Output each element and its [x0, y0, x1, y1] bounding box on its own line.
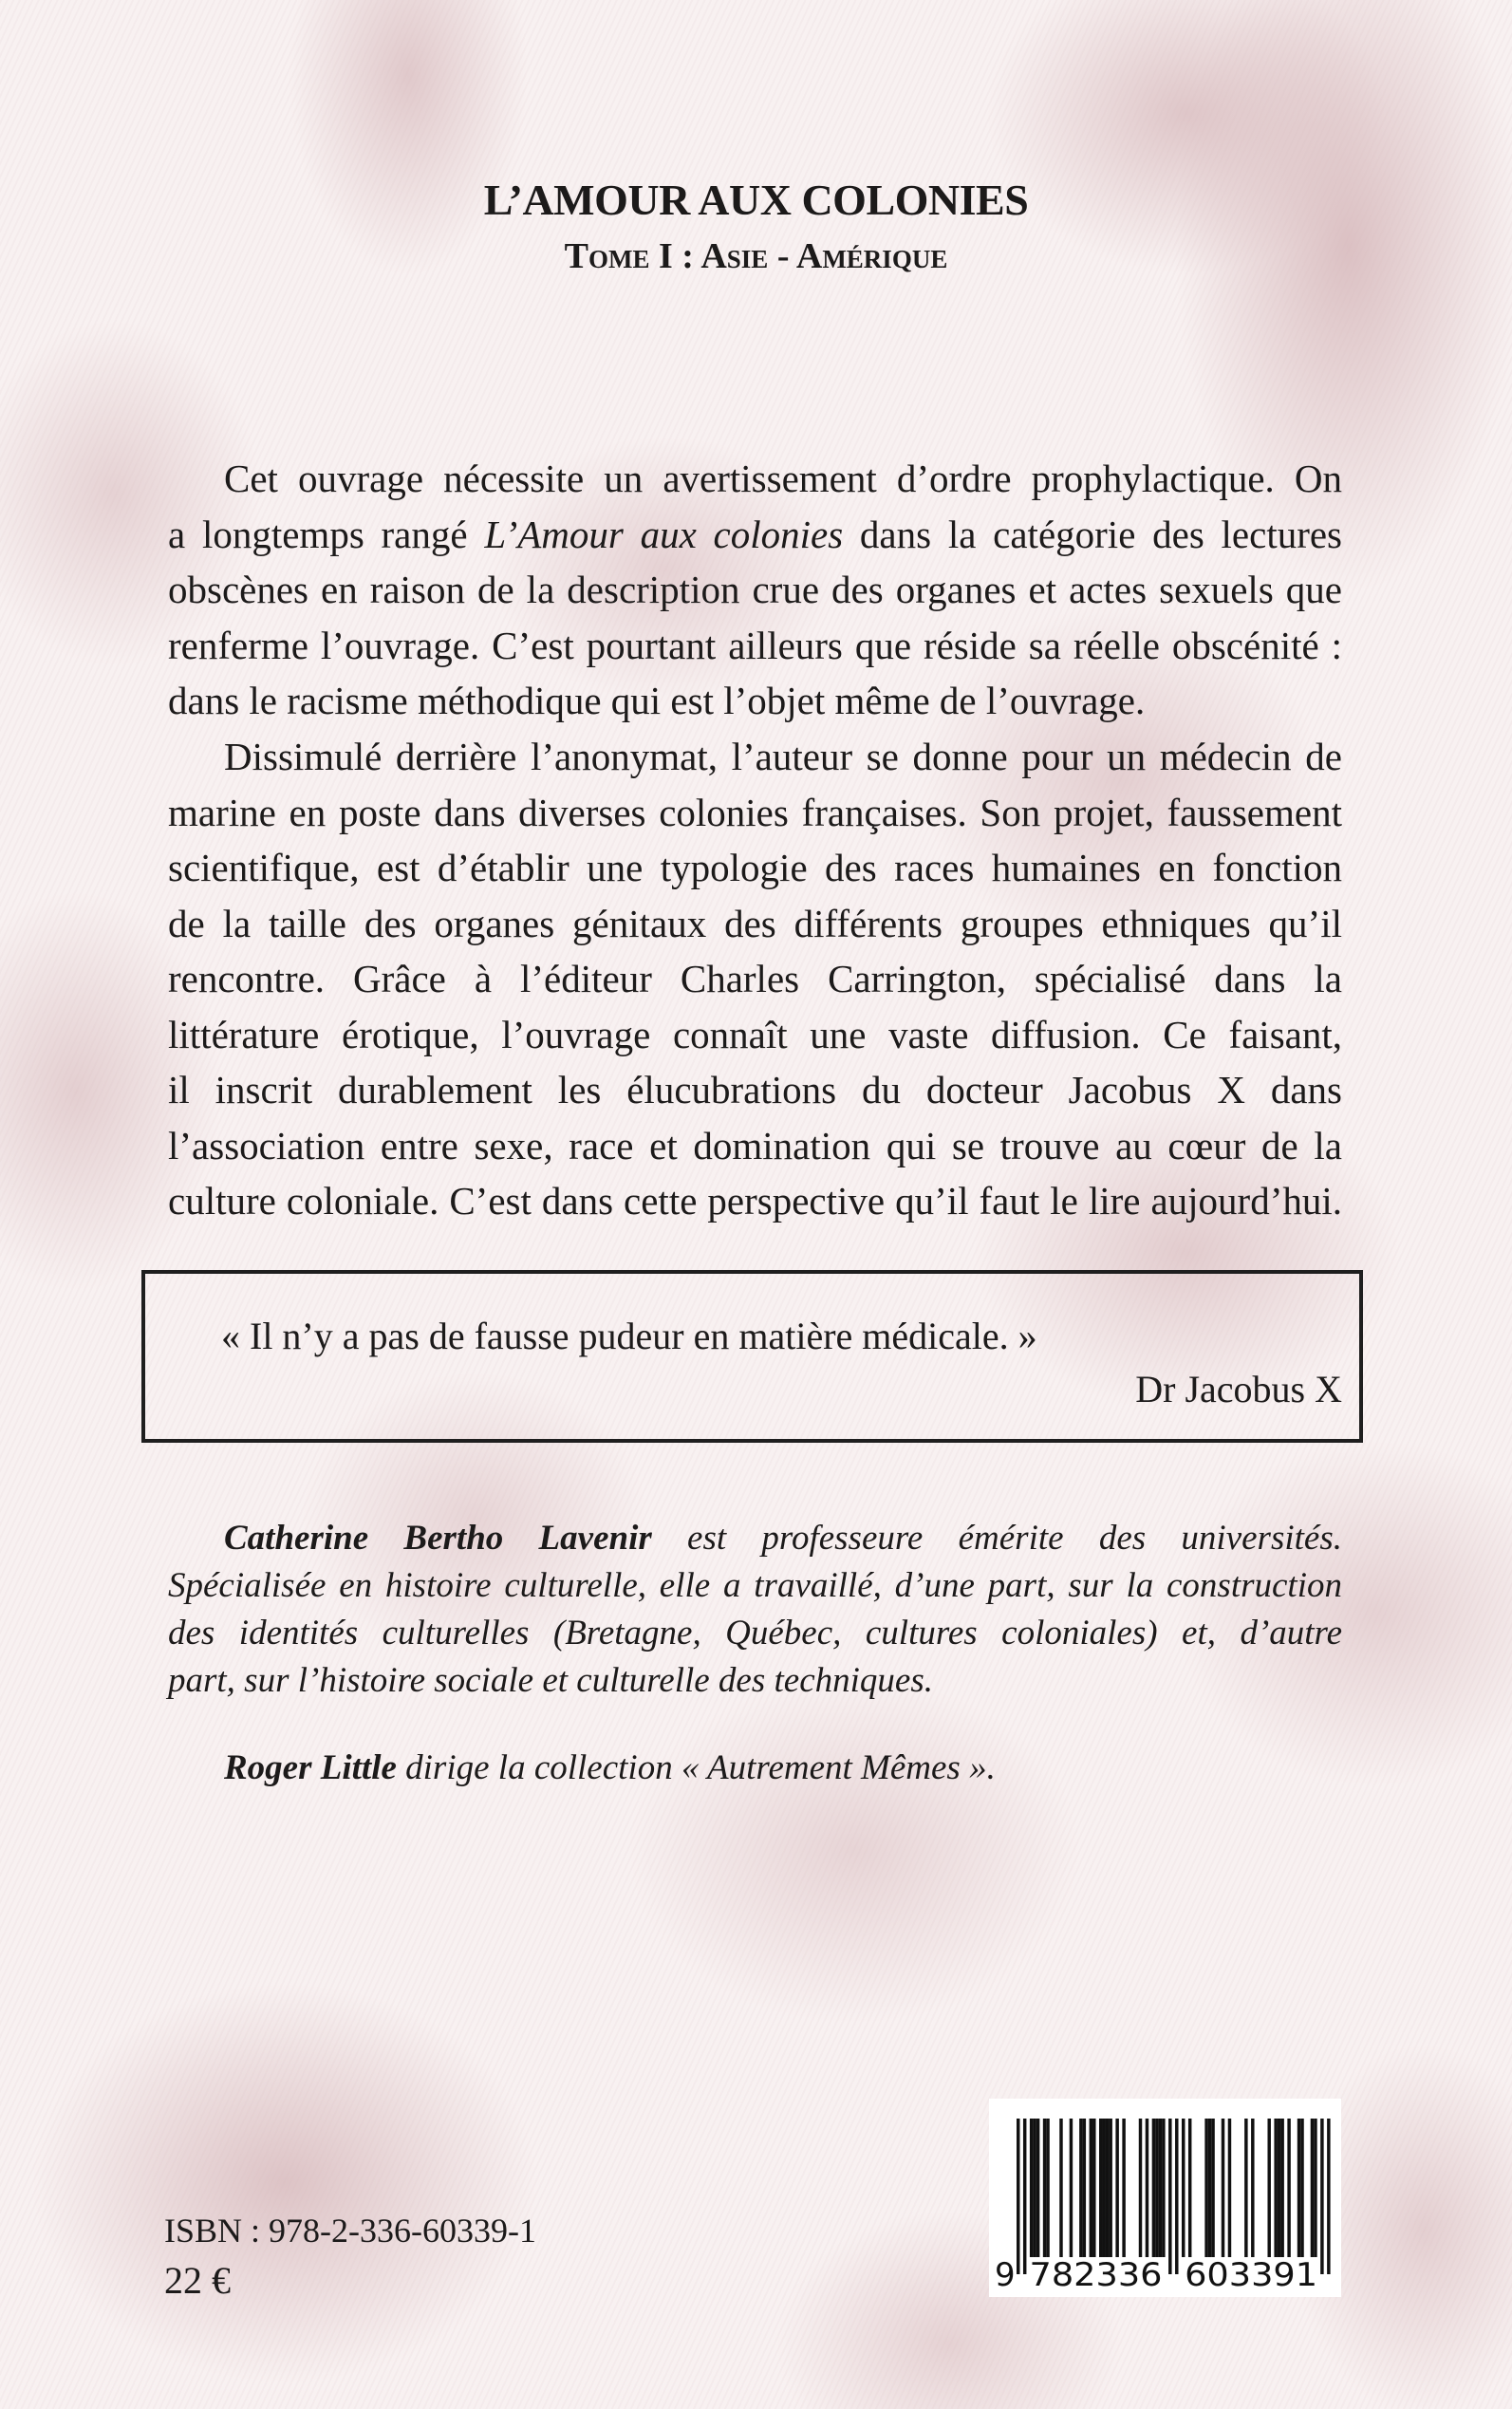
text-fragment: est professeure émérite des universités. — [651, 1519, 1342, 1558]
barcode-icon — [989, 2099, 1341, 2297]
summary-paragraph-1 — [168, 451, 1342, 729]
text-line: obscènes en raison de la description crue des organes et actes sexuels que — [168, 568, 1342, 611]
text-line — [168, 507, 1342, 563]
summary-paragraph-2 — [168, 729, 1342, 1229]
text-line — [168, 1515, 1342, 1562]
text-line: Dissimulé derrière l’anonymat, l’auteur se donne pour un médecin de — [224, 735, 1342, 778]
text-line: Spécialisée en histoire culturelle, elle a travaillé, d’une part, sur la construction — [168, 1566, 1342, 1605]
text-line: des identités culturelles (Bretagne, Québec, cultures coloniales) et, d’autre — [168, 1614, 1342, 1653]
director-name: Roger Little — [224, 1748, 397, 1787]
text-line: scientifique, est d’établir une typologie des races humaines en fonction — [168, 846, 1342, 889]
text-fragment: dans la catégorie des lectures — [843, 512, 1343, 556]
book-title-italic: L’Amour aux colonies — [484, 512, 844, 556]
text-line: littérature érotique, l’ouvrage connaît une vaste diffusion. Ce faisant, — [168, 1012, 1342, 1056]
text-line: renferme l’ouvrage. C’est pourtant ailleurs que réside sa réelle obscénité : — [168, 623, 1342, 667]
svg-text:9: 9 — [995, 2256, 1016, 2294]
text-line: rencontre. Grâce à l’éditeur Charles Carrington, spécialisé dans la — [168, 957, 1342, 1000]
quote-author: Dr Jacobus X — [1135, 1368, 1342, 1410]
text-line: dans le racisme méthodique qui est l’objet même de l’ouvrage. — [168, 679, 1146, 722]
text-line: l’association entre sexe, race et domination qui se trouve au cœur de la — [168, 1123, 1342, 1167]
price-text: 22 € — [164, 2259, 231, 2302]
svg-text:603391: 603391 — [1185, 2256, 1318, 2294]
text-line: il inscrit durablement les élucubrations du docteur Jacobus X dans — [168, 1068, 1342, 1111]
collection-note — [224, 1745, 996, 1792]
author-name: Catherine Bertho Lavenir — [224, 1519, 652, 1558]
text-line: part, sur l’histoire sociale et culturelle des techniques. — [168, 1661, 933, 1700]
text-line: marine en poste dans diverses colonies françaises. Son projet, faussement — [168, 790, 1342, 834]
book-title: L’AMOUR AUX COLONIES — [483, 176, 1029, 224]
isbn-text: ISBN : 978-2-336-60339-1 — [164, 2212, 536, 2250]
book-subtitle: Tome I : Asie - Amérique — [564, 236, 948, 276]
text-fragment: a longtemps rangé — [168, 512, 485, 556]
quote-text: « Il n’y a pas de fausse pudeur en matière médicale. » — [221, 1315, 1037, 1357]
barcode — [989, 2099, 1341, 2297]
text-line: Cet ouvrage nécessite un avertissement d’ordre prophylactique. On — [224, 457, 1342, 500]
svg-text:782336: 782336 — [1029, 2256, 1163, 2294]
author-bio — [168, 1515, 1342, 1705]
text-fragment: dirige la collection « Autrement Mêmes ». — [396, 1748, 996, 1787]
text-line: de la taille des organes génitaux des différents groupes ethniques qu’il — [168, 901, 1342, 945]
text-line: culture coloniale. C’est dans cette perspective qu’il faut le lire aujourd’hui. — [168, 1179, 1342, 1223]
